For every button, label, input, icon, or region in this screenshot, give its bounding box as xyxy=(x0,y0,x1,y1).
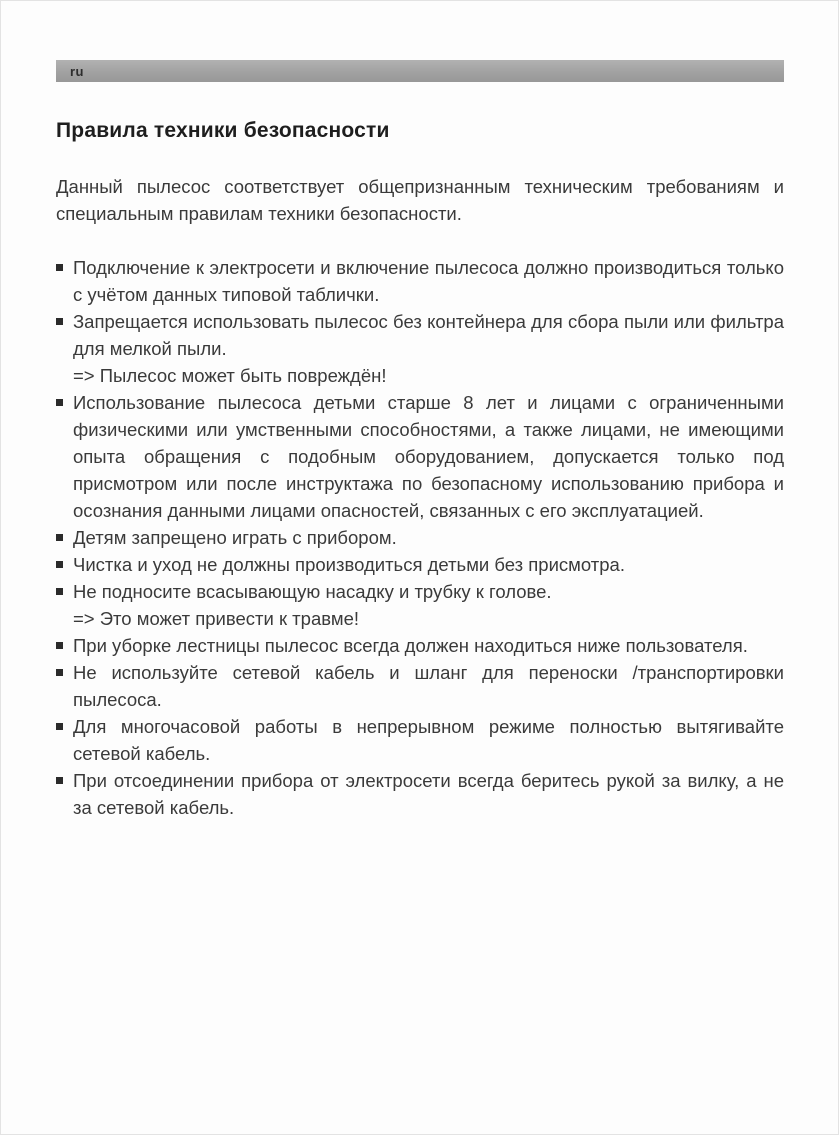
bullet-square-icon xyxy=(56,723,73,730)
bullet-square-icon xyxy=(56,399,73,406)
rule-consequence-note: => Это может привести к травме! xyxy=(73,608,360,629)
language-header-bar xyxy=(56,60,784,82)
language-label: ru xyxy=(70,63,84,79)
list-item xyxy=(56,551,784,578)
safety-rules-list xyxy=(56,254,784,821)
intro-paragraph: Данный пылесос соответствует общепризнанным техническим требованиям и специальным правилам техники безопасности. xyxy=(56,176,784,224)
list-item xyxy=(56,659,784,713)
list-item xyxy=(56,254,784,308)
rule-text: При уборке лестницы пылесос всегда должен находиться ниже пользователя. xyxy=(73,635,748,656)
bullet-square-icon xyxy=(56,642,73,649)
list-item xyxy=(56,632,784,659)
list-item xyxy=(56,308,784,389)
list-item xyxy=(56,767,784,821)
list-item xyxy=(56,713,784,767)
rule-text: Чистка и уход не должны производиться детьми без присмотра. xyxy=(73,554,625,575)
page-title: Правила техники безопасности xyxy=(56,119,390,142)
rule-consequence-note: => Пылесос может быть повреждён! xyxy=(73,365,387,386)
bullet-square-icon xyxy=(56,777,73,784)
bullet-square-icon xyxy=(56,264,73,271)
rule-text: Для многочасовой работы в непрерывном режиме полностью вытягивайте сетевой кабель. xyxy=(73,716,784,764)
rule-text: Детям запрещено играть с прибором. xyxy=(73,527,397,548)
rule-text: Не подносите всасывающую насадку и трубку к голове. xyxy=(73,581,552,602)
bullet-square-icon xyxy=(56,588,73,595)
rule-text: Подключение к электросети и включение пылесоса должно производиться только с учётом данных типовой таблички. xyxy=(73,257,784,305)
rule-text: Запрещается использовать пылесос без контейнера для сбора пыли или фильтра для мелкой пыли. xyxy=(73,311,784,359)
rule-text: Использование пылесоса детьми старше 8 лет и лицами с ограниченными физическими или умственными способностями, а также лицами, не имеющими опыта обращения с подобным оборудованием, допускается только под присмотром или после инструктажа по безопасному использованию прибора и осознания данными лицами опасностей, связанных с его эксплуатацией. xyxy=(73,392,784,521)
bullet-square-icon xyxy=(56,669,73,676)
list-item xyxy=(56,524,784,551)
bullet-square-icon xyxy=(56,561,73,568)
list-item xyxy=(56,389,784,524)
bullet-square-icon xyxy=(56,318,73,325)
page-content xyxy=(1,1,838,821)
rule-text: Не используйте сетевой кабель и шланг для переноски /транспортировки пылесоса. xyxy=(73,662,784,710)
bullet-square-icon xyxy=(56,534,73,541)
rule-text: При отсоединении прибора от электросети всегда беритесь рукой за вилку, а не за сетевой кабель. xyxy=(73,770,784,818)
list-item xyxy=(56,578,784,632)
